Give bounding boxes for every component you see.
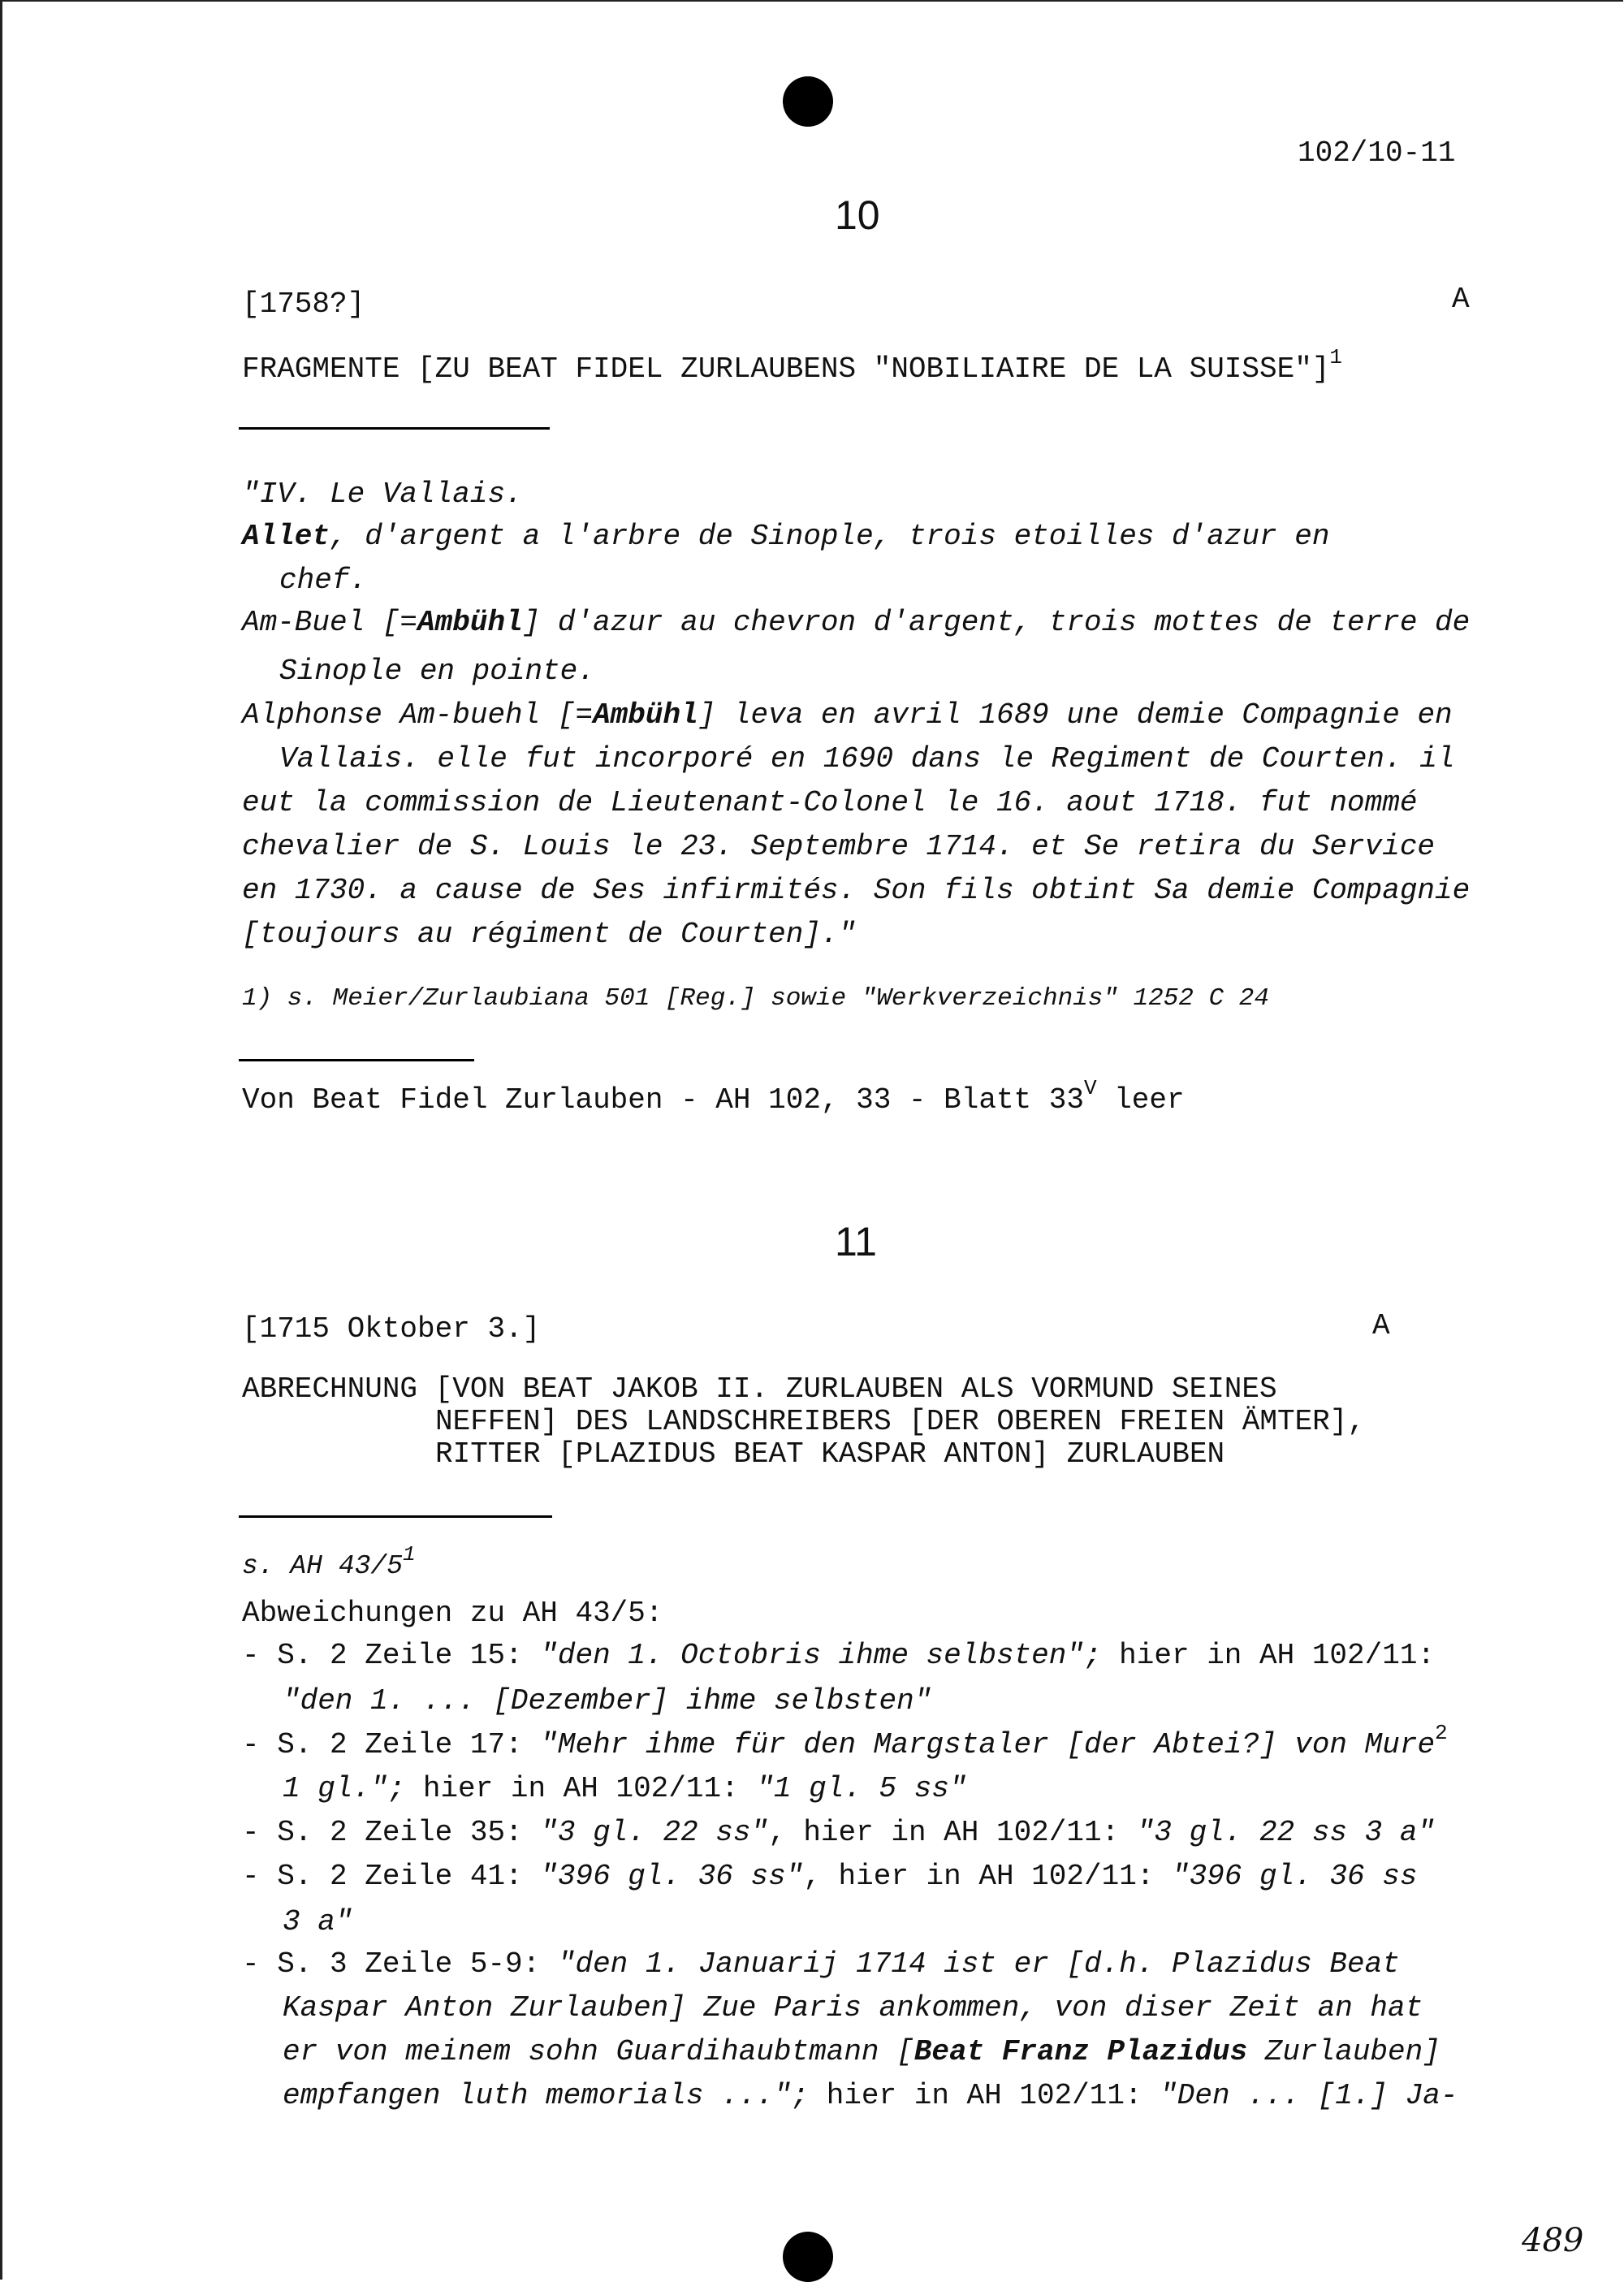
reference-number: 102/10-11: [1298, 136, 1456, 170]
doc10-marker: A: [1452, 283, 1470, 316]
variant-item: - S. 2 Zeile 41: "396 gl. 36 ss", hier in AH 102/11: "396 gl. 36 ss: [242, 1860, 1418, 1893]
doc10-number: 10: [835, 192, 880, 238]
variant-item-continuation: empfangen luth memorials ..."; hier in AH 102/11: "Den ... [1.] Ja-: [283, 2079, 1458, 2112]
doc10-text-line: Alphonse Am-buehl [=Ambühl] leva en avril 1689 une demie Compagnie en: [242, 698, 1453, 732]
variant-item: - S. 2 Zeile 17: "Mehr ihme für den Margstaler [der Abtei?] von Mure$^2$: [242, 1721, 1448, 1761]
doc10-title-rule: [239, 427, 550, 430]
doc10-text-line: Am-Buel [=Ambühl] d'azur au chevron d'argent, trois mottes de terre de: [242, 606, 1471, 639]
punch-hole-top: [783, 76, 833, 127]
variant-item-continuation: "den 1. ... [Dezember] ihme selbsten": [283, 1684, 932, 1718]
doc10-date: [1758?]: [242, 287, 365, 321]
doc11-title-line: ABRECHNUNG [VON BEAT JAKOB II. ZURLAUBEN ALS VORMUND SEINES: [242, 1372, 1277, 1406]
name-ambuehl: Ambühl: [417, 606, 523, 639]
doc10-text-line: Sinople en pointe.: [279, 655, 595, 688]
name-ambuehl: Ambühl: [593, 698, 698, 732]
variant-item-continuation: 3 a": [283, 1905, 353, 1938]
variant-item-continuation: 1 gl."; hier in AH 102/11: "1 gl. 5 ss": [283, 1772, 967, 1805]
doc10-footnote: 1) s. Meier/Zurlaubiana 501 [Reg.] sowie "Werkverzeichnis" 1252 C 24: [242, 984, 1270, 1013]
variant-item-continuation: Kaspar Anton Zurlauben] Zue Paris ankommen, von diser Zeit an hat: [283, 1991, 1423, 2025]
doc11-number: 11: [835, 1219, 877, 1264]
doc11-title-rule: [239, 1515, 552, 1518]
doc10-footnote-rule: [239, 1059, 474, 1061]
doc10-title-text: FRAGMENTE [ZU BEAT FIDEL ZURLAUBENS "NOBILIAIRE DE LA SUISSE"]: [242, 352, 1330, 386]
name-beat-franz-plazidus: Beat Franz Plazidus: [914, 2035, 1248, 2068]
handwritten-page-number: 489: [1522, 2222, 1584, 2259]
doc11-title-line: NEFFEN] DES LANDSCHREIBERS [DER OBEREN FREIEN ÄMTER],: [435, 1405, 1365, 1438]
doc10-text-line: Allet, d'argent a l'arbre de Sinople, trois etoilles d'azur en: [242, 520, 1330, 553]
punch-hole-bottom: [783, 2232, 833, 2282]
doc10-text-line: chevalier de S. Louis le 23. Septembre 1714. et Se retira du Service: [242, 830, 1436, 863]
doc10-title: [242, 345, 1343, 386]
doc10-title-footnote-mark: 1: [1329, 345, 1343, 370]
doc10-text-line: Vallais. elle fut incorporé en 1690 dans le Regiment de Courten. il: [279, 742, 1455, 776]
doc11-title-line: RITTER [PLAZIDUS BEAT KASPAR ANTON] ZURLAUBEN: [435, 1437, 1225, 1471]
doc10-text-line: en 1730. a cause de Ses infirmités. Son fils obtint Sa demie Compagnie: [242, 874, 1471, 907]
variant-item: - S. 2 Zeile 35: "3 gl. 22 ss", hier in AH 102/11: "3 gl. 22 ss 3 a": [242, 1816, 1436, 1849]
doc10-source: Von Beat Fidel Zurlauben - AH 102, 33 - Blatt $33^V$ leer: [242, 1076, 1185, 1117]
doc11-intro: Abweichungen zu AH 43/5:: [242, 1597, 663, 1630]
doc11-marker: A: [1372, 1309, 1390, 1342]
doc10-text-line: "IV. Le Vallais.: [242, 478, 523, 511]
variant-item: - S. 2 Zeile 15: "den 1. Octobris ihme selbsten"; hier in AH 102/11:: [242, 1639, 1436, 1672]
doc11-reference: s. AH $43/5^1$: [242, 1542, 416, 1581]
name-allet: Allet: [242, 520, 330, 553]
doc10-text-line: eut la commission de Lieutenant-Colonel le 16. aout 1718. fut nommé: [242, 786, 1418, 819]
doc10-text-line: [toujours au régiment de Courten].": [242, 918, 857, 951]
variant-item: - S. 3 Zeile 5-9: "den 1. Januarij 1714 ist er [d.h. Plazidus Beat: [242, 1947, 1400, 1981]
doc10-text-line: chef.: [279, 564, 368, 597]
doc11-date: [1715 Oktober 3.]: [242, 1312, 541, 1346]
variant-item-continuation: er von meinem sohn Guardihaubtmann [Beat Franz Plazidus Zurlauben]: [283, 2035, 1440, 2068]
